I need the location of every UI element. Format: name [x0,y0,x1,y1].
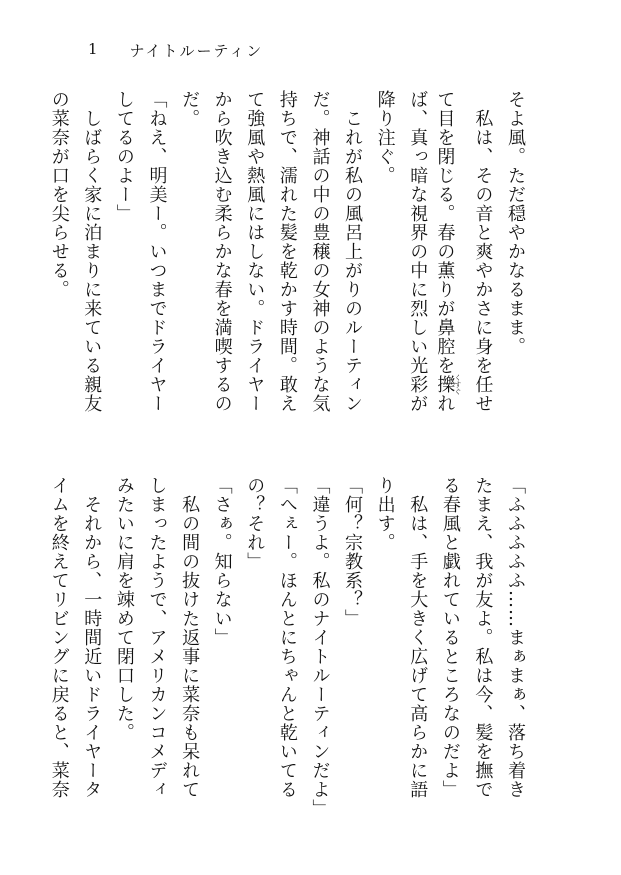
text-line: から吹き込む柔らかな春を満喫するの [211,90,233,413]
text-line: 持ちで、濡れた髪を乾かす時間。敢え [276,90,298,413]
text-line: それから、一時間近いドライヤータ [81,476,103,799]
text-line: 「何？宗教系？」 [342,476,364,628]
text-line: の？それ」 [244,476,266,571]
text-line: してるのよー」 [113,90,135,223]
text-line: 「ねえ、明美ー。いつまでドライヤー [146,90,168,413]
text-line: 「へぇー。ほんとにちゃんと乾いてる [276,476,298,799]
text-line: 私は、手を大きく広げて高らかに語 [407,476,429,799]
text-line-with-ruby [434,90,462,413]
ruby-reading: くすぐ [453,374,462,395]
text-block-top [47,90,527,413]
text-line: 私の間の抜けた返事に菜奈も呆れて [179,476,201,799]
text-line: の菜奈が口を尖らせる。 [48,90,70,299]
text-fragment: れ [434,394,456,413]
text-line: イムを終えてリビングに戻ると、菜奈 [48,476,70,799]
text-line: だ。 [179,90,201,128]
page-number: 1 [88,40,100,58]
text-line: 降り注ぐ。 [374,90,396,185]
chapter-title: ナイトルーティン [129,42,264,60]
text-line: みたいに肩を竦めて閉口した。 [113,476,135,742]
text-fragment: て目を閉じる。春の薫りが鼻腔を [434,90,456,375]
text-line: ば、真っ暗な視界の中に烈しい光彩が [407,90,429,413]
text-line: だ。神話の中の豊穣の女神のような気 [309,90,331,413]
text-line: そよ風。ただ穏やかなるまま。 [505,90,526,356]
text-line: て強風や熱風にはしない。ドライヤー [244,90,266,413]
text-line: しばらく家に泊まりに来ている親友 [81,90,103,413]
text-line: 「ふふふふふ……まぁまぁ、落ち着き [505,476,526,799]
text-line: しまったようで、アメリカンコメディ [146,476,168,799]
page-header [88,40,263,61]
text-block-bottom [47,476,527,818]
text-line: 「さぁ。知らない」 [211,476,233,647]
text-line: 私は、その音と爽やかさに身を任せ [472,90,494,413]
ruby-base: 擽 [434,374,456,395]
text-line: たまえ、我が友よ。私は今、髪を撫で [472,476,494,799]
text-line: これが私の風呂上がりのルーティン [342,90,364,413]
text-line: 「違うよ。私のナイトルーティンだよ」 [309,476,331,818]
text-line: る春風と戯れているところなのだよ」 [439,476,461,799]
ruby-word [434,374,462,395]
text-line: り出す。 [374,476,396,552]
